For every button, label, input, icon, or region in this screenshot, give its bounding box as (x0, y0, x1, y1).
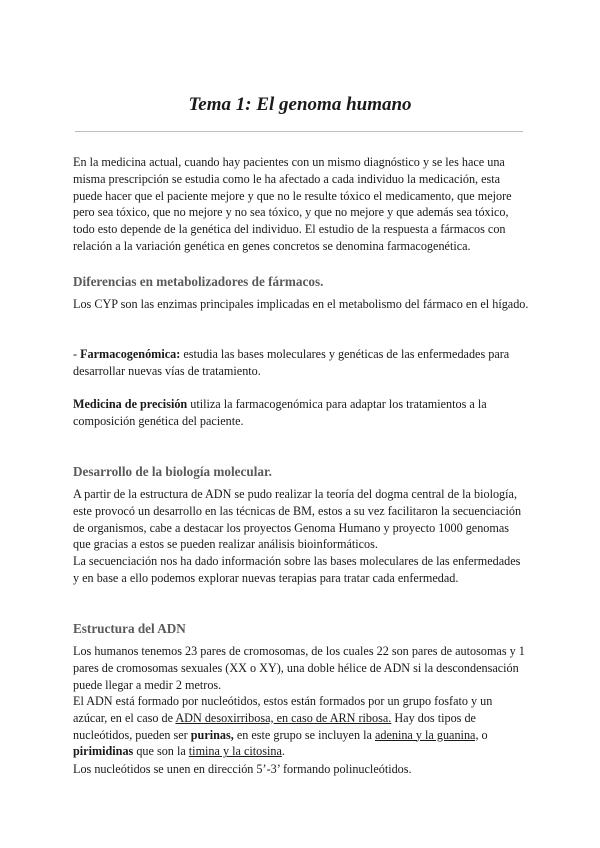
intro-paragraph: En la medicina actual, cuando hay pacientes con un mismo diagnóstico y se les hace una misma prescripción se estudia como le ha afectado a cada individuo la medicación, esta puede hacer que el paciente mejore y que no le resulte tóxico el medicamento, que mejore pero sea tóxico, que no mejore y no sea tóxico, y que no mejore y que además sea tóxico, todo esto depende de la genética del individuo. El estudio de la respuesta a fármacos con relación a la variación genética en genes concretos se denomina farmacogenética. (73, 155, 512, 253)
biologia-paragraph-1: A partir de la estructura de ADN se pudo realizar la teoría del dogma central de la biología, este provocó un desarrollo en las técnicas de BM, estos a su vez facilitaron la secuenciación de organismos, cabe a destacar los proyectos Genoma Humano y proyecto 1000 genomas que gracias a estos se pueden realizar análisis bioinformáticos. (73, 487, 522, 552)
farmacogenomica-term: Farmacogenómica: (80, 347, 181, 361)
timina-citosina-underlined: timina y la citosina (188, 744, 282, 759)
adenina-guanina-underlined: adenina y la guanina, (374, 727, 479, 742)
estructura-paragraph-1: Los humanos tenemos 23 pares de cromosomas, de los cuales 22 son pares de autosomas y 1 pares de cromosomas sexuales (XX o XY), una doble hélice de ADN si la descondensación puede llegar a medir 2 metros. (73, 644, 525, 692)
purinas-term: purinas, (190, 727, 234, 742)
adn-arn-underlined: ADN desoxirribosa, en caso de ARN ribosa. (175, 710, 392, 725)
heading-metabolizadores: Diferencias en metabolizadores de fármacos. (73, 274, 324, 289)
heading-estructura: Estructura del ADN (73, 621, 186, 636)
p2-text-f: . (281, 744, 285, 759)
p2-text-a: El ADN está formado por nucleótidos, estos están formados por un grupo fosfato y un azúcar, en el caso de (73, 694, 493, 725)
farmacogenomica-prefix: - (73, 347, 81, 361)
heading-biologia: Desarrollo de la biología molecular. (73, 464, 272, 479)
p2-text-d: o (478, 727, 488, 742)
p2-text-c: en este grupo se incluyen la (233, 727, 375, 742)
medicina-precision-text: utiliza la farmacogenómica para adaptar los tratamientos a la composición genética del paciente. (73, 397, 487, 428)
estructura-paragraph-3: Los nucleótidos se unen en dirección 5’-3’ formando polinucleótidos. (73, 762, 412, 776)
cyp-paragraph: Los CYP son las enzimas principales implicadas en el metabolismo del fármaco en el hígado. (73, 297, 529, 311)
biologia-paragraph-2: La secuenciación nos ha dado información sobre las bases moleculares de las enfermedades y en base a ello podemos explorar nuevas terapias para tratar cada enfermedad. (73, 554, 521, 585)
medicina-precision-term: Medicina de precisión (73, 397, 188, 411)
medicina-precision-paragraph (73, 396, 529, 430)
page-title: Tema 1: El genoma humano (188, 94, 412, 115)
farmacogenomica-paragraph (73, 346, 529, 380)
pirimidinas-term: pirimidinas (73, 744, 134, 759)
farmacogenomica-text: estudia las bases moleculares y genéticas de las enfermedades para desarrollar nuevas vías de tratamiento. (73, 347, 510, 378)
estructura-paragraph-2 (73, 693, 529, 760)
p2-text-e: que son la (133, 744, 189, 759)
title-divider (75, 131, 523, 132)
p2-text-b: Hay dos tipos de nucleótidos, pueden ser (73, 710, 476, 742)
